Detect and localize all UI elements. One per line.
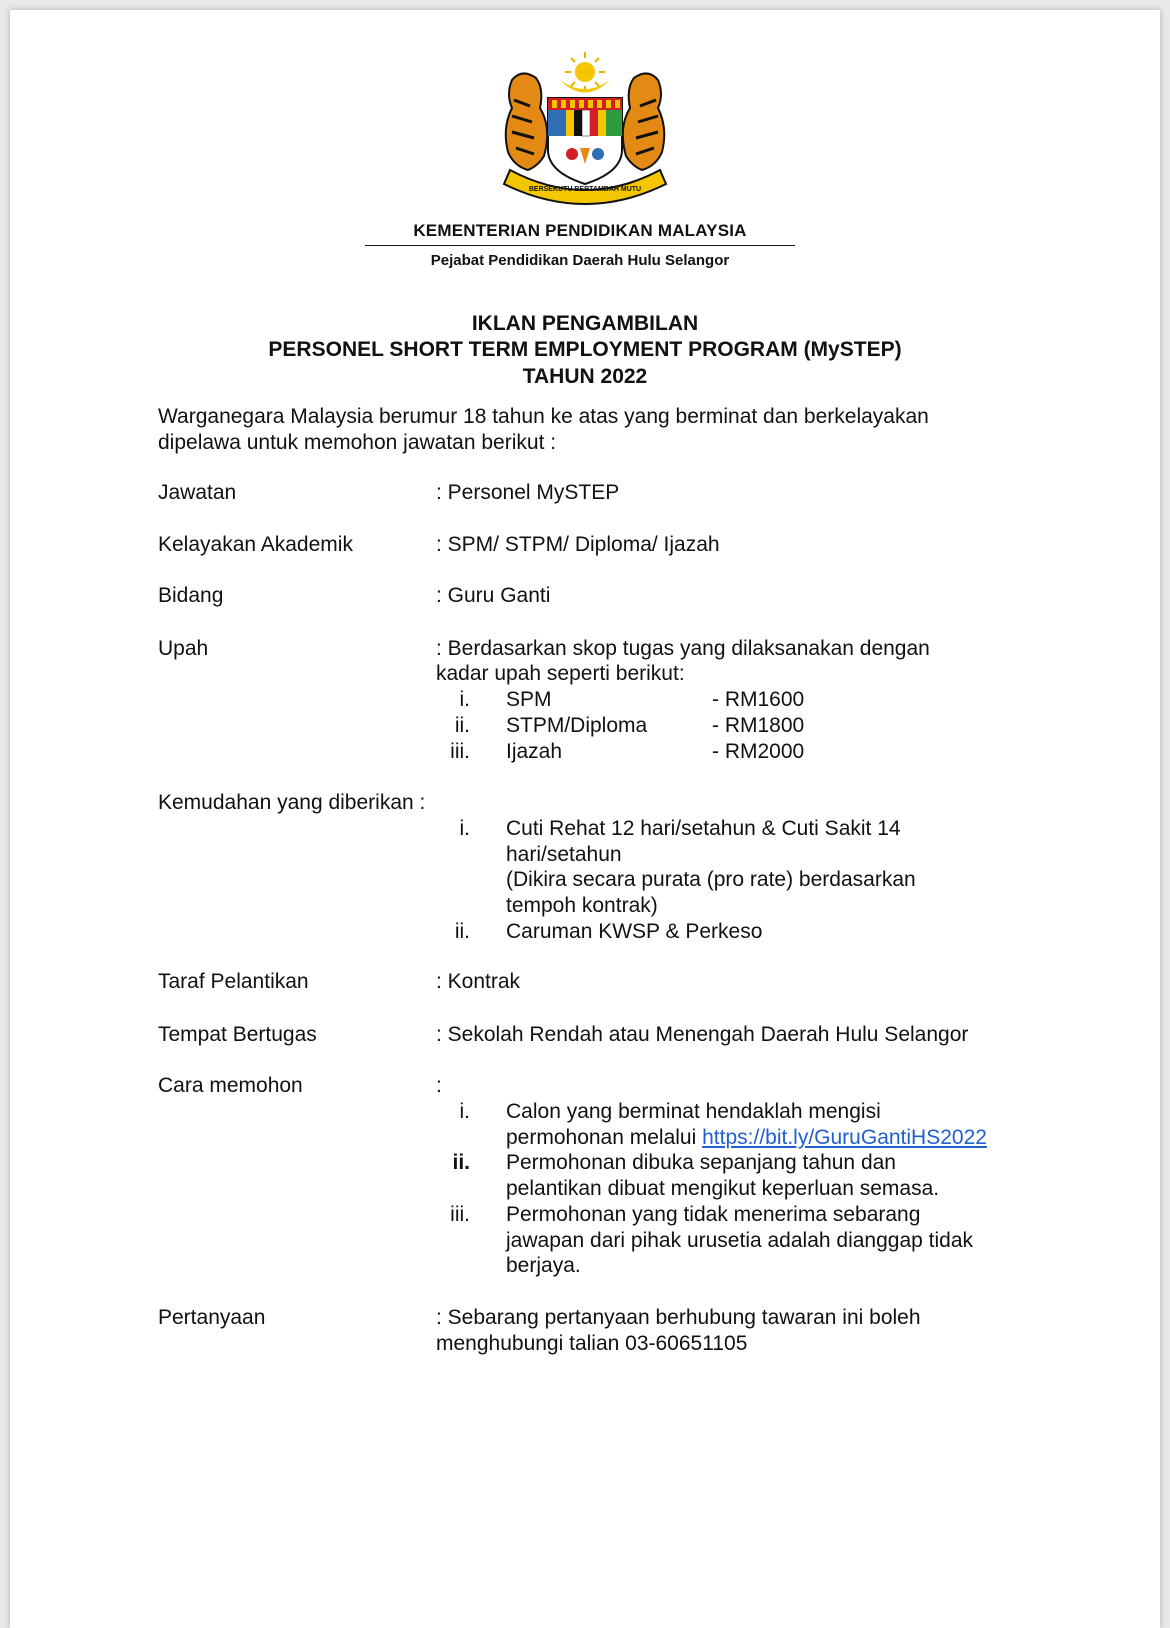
intro-line-1: Warganegara Malaysia berumur 18 tahun ke atas yang berminat dan berkelayakan xyxy=(158,405,929,428)
title-line-1: IKLAN PENGAMBILAN xyxy=(471,312,699,335)
bidang-value: : Guru Ganti xyxy=(436,584,551,607)
step-line: Permohonan dibuka sepanjang tahun dan xyxy=(506,1151,896,1174)
benefit-line: Cuti Rehat 12 hari/setahun & Cuti Sakit 14 xyxy=(506,817,901,840)
intro-line-2: dipelawa untuk memohon jawatan berikut : xyxy=(158,431,557,454)
document-page xyxy=(10,10,1160,1628)
step-line: berjaya. xyxy=(506,1254,581,1277)
crest-motto: BERSEKUTU BERTAMBAH MUTU xyxy=(528,186,642,193)
cara-colon: : xyxy=(436,1074,442,1097)
pertanyaan-label: Pertanyaan xyxy=(158,1306,266,1329)
upah-value-line-1: : Berdasarkan skop tugas yang dilaksanakan dengan xyxy=(436,637,930,660)
tempat-value: : Sekolah Rendah atau Menengah Daerah Hulu Selangor xyxy=(436,1023,969,1046)
step-line xyxy=(506,1125,987,1151)
step-line: Permohonan yang tidak menerima sebarang xyxy=(506,1203,921,1226)
district-office: Pejabat Pendidikan Daerah Hulu Selangor xyxy=(430,252,730,269)
step-link-prefix: permohonan melalui xyxy=(506,1126,703,1149)
step-line: Calon yang berminat hendaklah mengisi xyxy=(506,1100,881,1123)
rate-level: STPM/Diploma xyxy=(506,714,648,737)
application-link[interactable]: https://bit.ly/GuruGantiHS2022 xyxy=(702,1126,987,1149)
pertanyaan-value-line-2: menghubungi talian 03-60651105 xyxy=(436,1332,748,1355)
taraf-label: Taraf Pelantikan xyxy=(158,970,309,993)
upah-label: Upah xyxy=(158,637,209,660)
rate-number: ii. xyxy=(454,714,470,737)
pertanyaan-value-line-1: : Sebarang pertanyaan berhubung tawaran ini boleh xyxy=(436,1306,921,1329)
taraf-value: : Kontrak xyxy=(436,970,521,993)
bidang-label: Bidang xyxy=(158,584,224,607)
rate-amount: - RM1600 xyxy=(712,688,805,711)
kemudahan-label: Kemudahan yang diberikan : xyxy=(158,791,426,814)
step-line: pelantikan dibuat mengikut keperluan semasa. xyxy=(506,1177,940,1200)
benefit-number: i. xyxy=(459,817,470,840)
cara-label: Cara memohon xyxy=(158,1074,303,1097)
benefit-number: ii. xyxy=(454,920,470,943)
tempat-label: Tempat Bertugas xyxy=(158,1023,317,1046)
header-divider xyxy=(365,245,795,246)
step-number: iii. xyxy=(450,1203,470,1226)
coat-of-arms-icon xyxy=(490,50,680,210)
rate-number: i. xyxy=(459,688,470,711)
benefit-line: Caruman KWSP & Perkeso xyxy=(506,920,763,943)
jawatan-label: Jawatan xyxy=(158,481,237,504)
jawatan-value: : Personel MySTEP xyxy=(436,481,620,504)
rate-amount: - RM1800 xyxy=(712,714,805,737)
benefit-line: (Dikira secara purata (pro rate) berdasarkan xyxy=(506,868,916,891)
kelayakan-value: : SPM/ STPM/ Diploma/ Ijazah xyxy=(436,533,720,556)
ministry-name: KEMENTERIAN PENDIDIKAN MALAYSIA xyxy=(413,221,747,240)
benefit-line: tempoh kontrak) xyxy=(506,894,658,917)
kelayakan-label: Kelayakan Akademik xyxy=(158,533,353,556)
step-number: ii. xyxy=(452,1151,470,1174)
rate-level: SPM xyxy=(506,688,552,711)
rate-level: Ijazah xyxy=(506,740,563,763)
upah-value-line-2: kadar upah seperti berikut: xyxy=(436,662,685,685)
step-line: jawapan dari pihak urusetia adalah dianggap tidak xyxy=(506,1229,974,1252)
benefit-line: hari/setahun xyxy=(506,843,622,866)
step-number: i. xyxy=(459,1100,470,1123)
title-line-3: TAHUN 2022 xyxy=(522,365,648,388)
title-line-2: PERSONEL SHORT TERM EMPLOYMENT PROGRAM (MySTEP) xyxy=(268,338,902,361)
rate-number: iii. xyxy=(450,740,470,763)
rate-amount: - RM2000 xyxy=(712,740,805,763)
